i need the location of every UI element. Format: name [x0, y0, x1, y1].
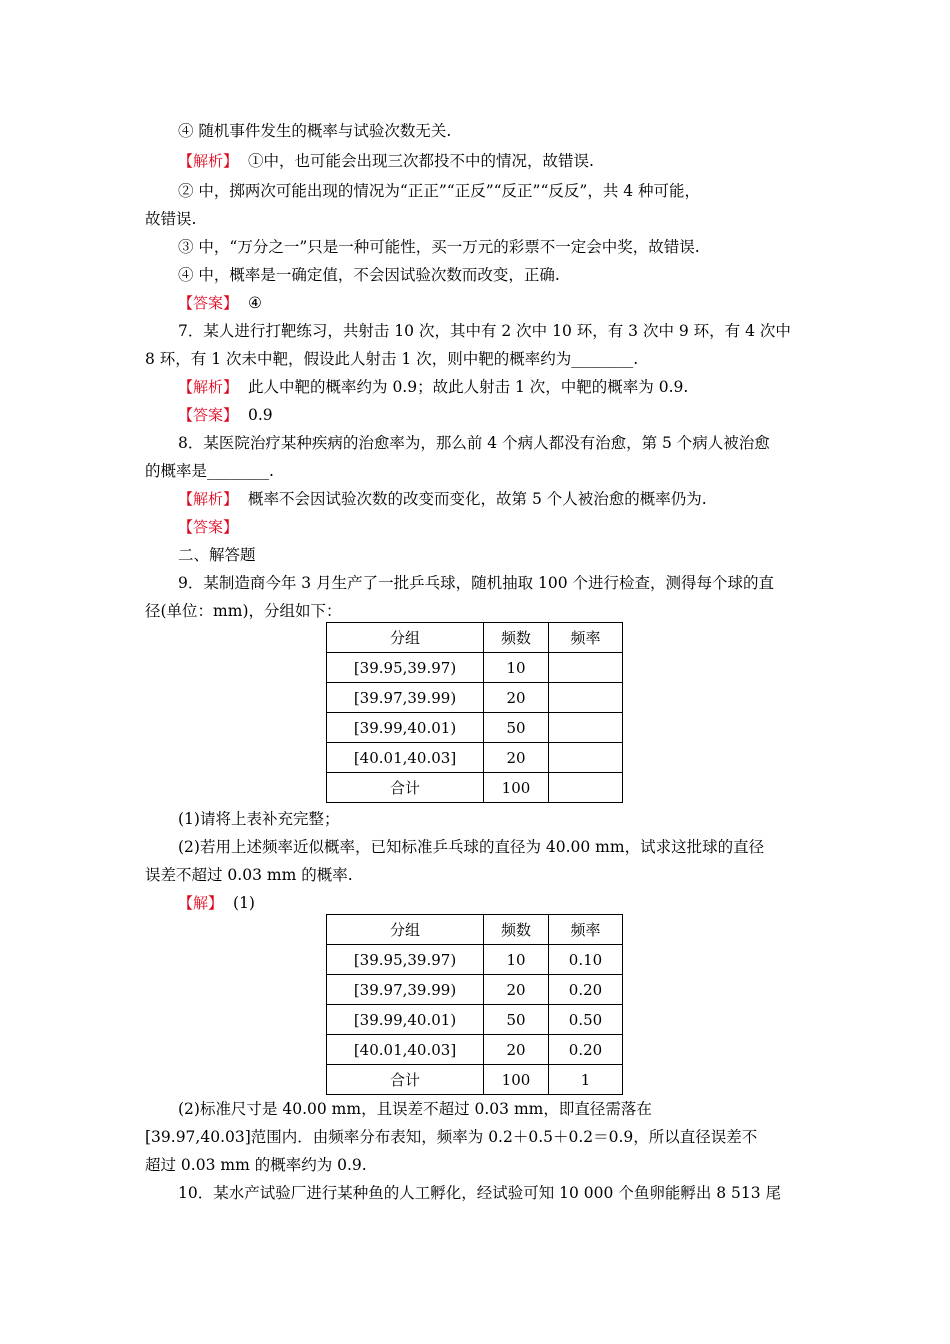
answer-line-7	[178, 404, 273, 426]
analysis-text: ①中，也可能会出现三次都投不中的情况，故错误.	[248, 152, 594, 170]
header-cell: 频数	[484, 915, 549, 945]
table-cell: 100	[484, 1065, 549, 1095]
table-row	[327, 743, 623, 773]
table-header-row	[327, 623, 623, 653]
table-cell: 20	[484, 1035, 549, 1065]
analysis-tag: 【解析】	[178, 152, 239, 170]
analysis-line-7	[178, 376, 688, 398]
table-cell: [39.95,39.97)	[327, 945, 484, 975]
table-row	[327, 945, 623, 975]
table-cell	[549, 653, 623, 683]
analysis-line	[178, 150, 594, 172]
table-cell	[549, 713, 623, 743]
table-cell: [39.97,39.99)	[327, 975, 484, 1005]
table-cell	[549, 743, 623, 773]
table-cell: 20	[484, 743, 549, 773]
table-cell: 20	[484, 975, 549, 1005]
analysis-line-2-cont: 故错误.	[145, 210, 197, 228]
table-cell: 100	[484, 773, 549, 803]
table-cell	[549, 683, 623, 713]
table-cell: 20	[484, 683, 549, 713]
analysis-text: 此人中靶的概率约为 0.9；故此人射击 1 次，中靶的概率为 0.9.	[248, 378, 689, 396]
question-7-cont: 8 环，有 1 次未中靶，假设此人射击 1 次，则中靶的概率约为________.	[145, 350, 639, 368]
solution-tag: 【解】	[178, 894, 224, 912]
analysis-line-8	[178, 488, 707, 510]
table-row	[327, 683, 623, 713]
solution-part-2: (2)标准尺寸是 40.00 mm，且误差不超过 0.03 mm，即直径需落在	[178, 1100, 652, 1118]
answer-tag: 【答案】	[178, 294, 239, 312]
answer-line-6	[178, 292, 262, 314]
table-cell: 50	[484, 713, 549, 743]
header-cell: 频数	[484, 623, 549, 653]
question-8-cont: 的概率是________.	[145, 462, 274, 480]
analysis-line-3: ③ 中，“万分之一”只是一种可能性，买一万元的彩票不一定会中奖，故错误.	[178, 238, 700, 256]
analysis-line-2: ② 中，掷两次可能出现的情况为“正正”“正反”“反正”“反反”，共 4 种可能，	[178, 182, 701, 200]
header-cell: 分组	[327, 915, 484, 945]
table-cell: [39.97,39.99)	[327, 683, 484, 713]
question-9-part-2-cont: 误差不超过 0.03 mm 的概率.	[145, 866, 353, 884]
table-row	[327, 975, 623, 1005]
header-cell: 频率	[549, 915, 623, 945]
solution-part-2-cont: [39.97,40.03]范围内．由频率分布表知，频率为 0.2＋0.5＋0.2＝0.9，所以直径误差不	[145, 1128, 758, 1146]
question-8: 8．某医院治疗某种疾病的治愈率为，那么前 4 个病人都没有治愈，第 5 个病人被治愈	[178, 434, 770, 452]
table-cell: 0.50	[549, 1005, 623, 1035]
table-cell: [39.99,40.01)	[327, 713, 484, 743]
table-cell: 10	[484, 653, 549, 683]
analysis-tag: 【解析】	[178, 490, 239, 508]
table-row	[327, 1005, 623, 1035]
table-row	[327, 653, 623, 683]
header-cell: 频率	[549, 623, 623, 653]
table-total-row	[327, 1065, 623, 1095]
table-cell: [39.99,40.01)	[327, 1005, 484, 1035]
question-9: 9．某制造商今年 3 月生产了一批乒乓球，随机抽取 100 个进行检查，测得每个球的直	[178, 574, 775, 592]
header-cell: 分组	[327, 623, 484, 653]
table-cell: 50	[484, 1005, 549, 1035]
question-9-part-1: (1)请将上表补充完整；	[178, 810, 340, 828]
table-cell: [40.01,40.03]	[327, 743, 484, 773]
answer-text: 0.9	[248, 406, 273, 424]
solution-part-2-cont-2: 超过 0.03 mm 的概率约为 0.9.	[145, 1156, 367, 1174]
question-9-cont: 径(单位：mm)，分组如下：	[145, 602, 342, 620]
question-9-part-2: (2)若用上述频率近似概率，已知标准乒乓球的直径为 40.00 mm，试求这批球的直径	[178, 838, 765, 856]
table-cell: 0.10	[549, 945, 623, 975]
frequency-table-blank	[326, 622, 623, 803]
table-cell: 0.20	[549, 1035, 623, 1065]
question-10: 10．某水产试验厂进行某种鱼的人工孵化，经试验可知 10 000 个鱼卵能孵出 8 513 尾	[178, 1184, 782, 1202]
table-row	[327, 1035, 623, 1065]
answer-tag: 【答案】	[178, 518, 239, 536]
answer-tag: 【答案】	[178, 406, 239, 424]
table-cell: [40.01,40.03]	[327, 1035, 484, 1065]
table-cell: 0.20	[549, 975, 623, 1005]
table-total-row	[327, 773, 623, 803]
statement-4: ④ 随机事件发生的概率与试验次数无关.	[178, 122, 452, 140]
analysis-tag: 【解析】	[178, 378, 239, 396]
table-cell: 合计	[327, 1065, 484, 1095]
table-row	[327, 713, 623, 743]
frequency-table-filled	[326, 914, 623, 1095]
question-7: 7．某人进行打靶练习，共射击 10 次，其中有 2 次中 10 环，有 3 次中 9 环，有 4 次中	[178, 322, 791, 340]
answer-line-8	[178, 516, 248, 538]
solution-text: (1)	[233, 894, 255, 912]
table-cell: 10	[484, 945, 549, 975]
solution-line	[178, 892, 255, 914]
table-header-row	[327, 915, 623, 945]
table-cell: 1	[549, 1065, 623, 1095]
analysis-text: 概率不会因试验次数的改变而变化，故第 5 个人被治愈的概率仍为.	[248, 490, 707, 508]
table-cell: [39.95,39.97)	[327, 653, 484, 683]
table-cell	[549, 773, 623, 803]
section-heading: 二、解答题	[178, 546, 256, 564]
analysis-line-4: ④ 中，概率是一确定值，不会因试验次数而改变，正确.	[178, 266, 560, 284]
table-cell: 合计	[327, 773, 484, 803]
answer-text: ④	[248, 294, 262, 312]
